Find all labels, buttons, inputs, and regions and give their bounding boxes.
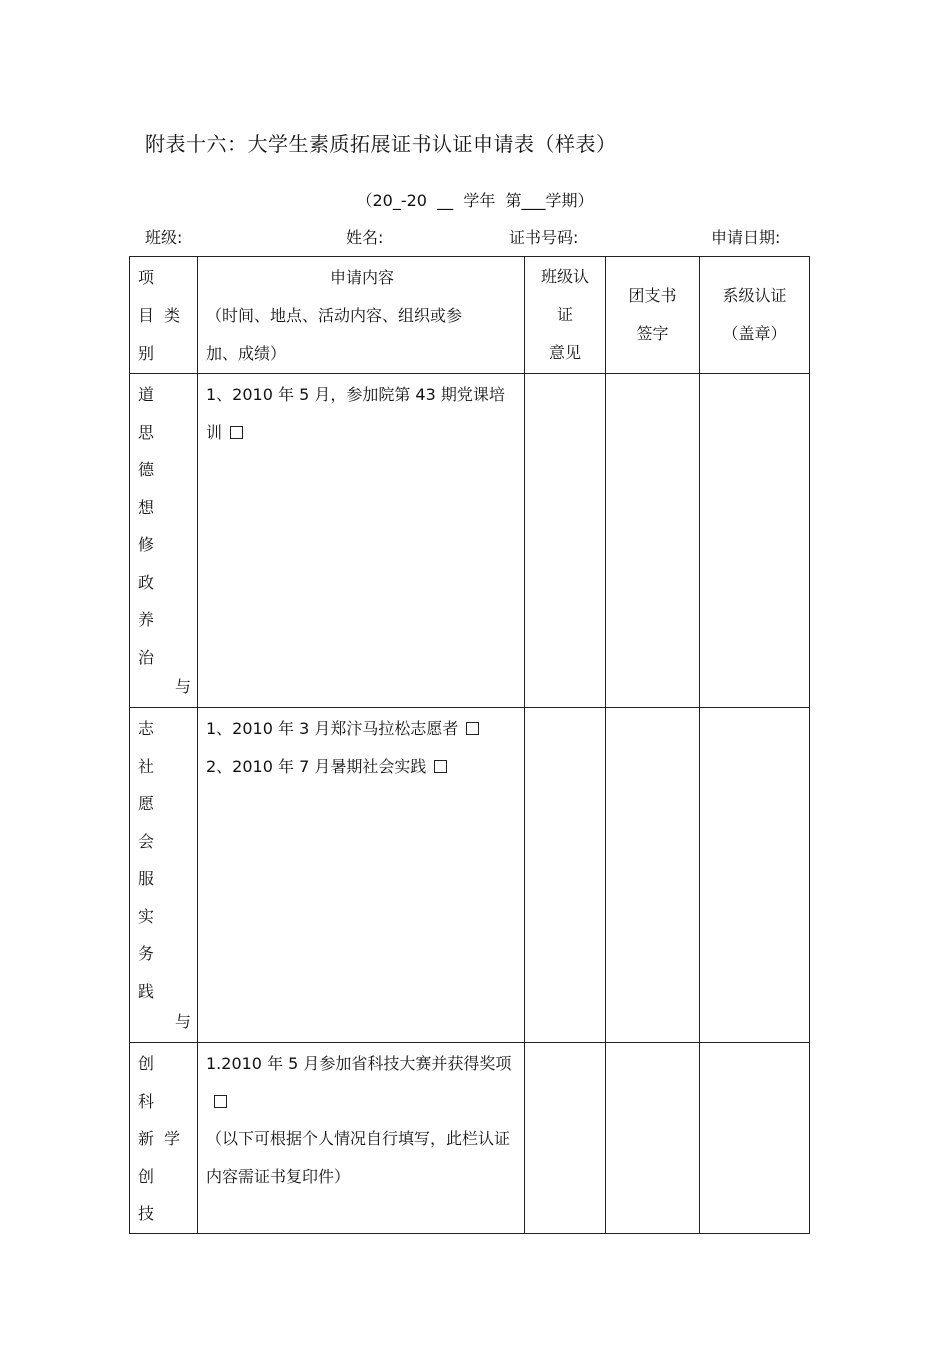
checkbox[interactable] <box>434 760 447 773</box>
content-item-text: （以下可根据个人情况自行填写，此栏认证内容需证书复印件） <box>206 1129 511 1186</box>
content-item-text: 1、2010 年 3 月郑汴马拉松志愿者 <box>206 719 459 738</box>
table-row <box>130 708 810 1043</box>
table-row <box>130 374 810 708</box>
content-item <box>206 710 516 748</box>
category-char: 思 <box>138 422 155 442</box>
header-category-line: 目 类 <box>138 306 181 325</box>
dept-cert-cell[interactable] <box>700 1043 810 1234</box>
header-dept-cert-line: （盖章） <box>722 324 787 343</box>
header-content-line: 加、成绩） <box>206 344 287 363</box>
category-cell <box>130 1043 198 1234</box>
header-dept-cert-line: 系级认证 <box>722 286 787 305</box>
category-char: 践 <box>138 981 155 1001</box>
category-char: 服 <box>138 869 155 888</box>
header-class-opinion-line: 班级认 <box>540 267 589 286</box>
class-label: 班级: <box>145 228 183 247</box>
category-lines <box>130 708 197 1010</box>
category-char: 会 <box>138 831 155 851</box>
header-content <box>198 257 525 374</box>
header-dept-cert <box>700 257 810 374</box>
header-class-opinion-line: 证 <box>556 305 573 324</box>
category-char: 德 <box>138 460 155 479</box>
content-item-text: 1、2010 年 5 月，参加院第 43 期党课培训 <box>206 385 505 442</box>
header-content-title: 申请内容 <box>329 268 394 287</box>
league-sign-cell[interactable] <box>606 708 700 1043</box>
category-char: 养 <box>138 610 155 629</box>
category-cell <box>130 708 198 1043</box>
category-char: 道 <box>138 385 155 404</box>
content-item <box>206 1045 516 1120</box>
class-opinion-cell[interactable] <box>525 708 606 1043</box>
category-char: 社 <box>138 756 155 776</box>
checkbox[interactable] <box>466 722 479 735</box>
league-sign-cell[interactable] <box>606 1043 700 1234</box>
content-cell <box>198 708 525 1043</box>
category-char: 治 <box>138 647 155 667</box>
header-class-opinion <box>525 257 606 374</box>
category-char: 实 <box>138 906 155 926</box>
class-opinion-cell[interactable] <box>525 374 606 708</box>
header-league-sign-line: 签字 <box>636 324 669 343</box>
category-char: 创 <box>138 1166 155 1186</box>
header-class-opinion-line: 意见 <box>548 343 581 362</box>
content-item <box>206 1120 516 1195</box>
category-char: 技 <box>138 1204 155 1223</box>
category-char: 修 <box>138 535 155 554</box>
header-category-line: 项 <box>138 268 155 287</box>
header-category-line: 别 <box>138 344 155 363</box>
content-cell <box>198 374 525 708</box>
table-header-row <box>130 257 810 374</box>
category-char: 务 <box>138 944 155 963</box>
dept-cert-cell[interactable] <box>700 708 810 1043</box>
category-extra: 与 <box>174 676 191 696</box>
content-item <box>206 376 516 451</box>
category-char: 愿 <box>138 794 155 813</box>
content-item <box>206 748 516 786</box>
dept-cert-cell[interactable] <box>700 374 810 708</box>
category-char: 创 <box>138 1054 155 1073</box>
header-league-sign-line: 团支书 <box>628 286 677 305</box>
content-cell <box>198 1043 525 1234</box>
category-char: 志 <box>138 719 155 738</box>
header-league-sign <box>606 257 700 374</box>
application-table <box>129 256 810 1234</box>
category-char: 科 <box>138 1091 155 1111</box>
category-cell <box>130 374 198 708</box>
category-lines <box>130 1043 197 1233</box>
content-item-text: 1.2010 年 5 月参加省科技大赛并获得奖项 <box>206 1054 512 1073</box>
form-title: 附表十六：大学生素质拓展证书认证申请表（样表） <box>145 132 617 156</box>
category-extra: 与 <box>174 1011 191 1031</box>
category-char: 政 <box>138 572 155 592</box>
term-line: （20_-20 __ 学年 第___学期） <box>356 191 594 210</box>
apply-date-label: 申请日期: <box>711 228 781 247</box>
category-char: 新 学 <box>138 1129 181 1148</box>
header-content-line: （时间、地点、活动内容、组织或参 <box>206 306 463 325</box>
cert-number-label: 证书号码: <box>509 228 579 247</box>
checkbox[interactable] <box>214 1095 227 1108</box>
class-opinion-cell[interactable] <box>525 1043 606 1234</box>
name-label: 姓名: <box>346 228 384 247</box>
header-category <box>130 257 198 374</box>
content-item-text: 2、2010 年 7 月暑期社会实践 <box>206 756 427 776</box>
checkbox[interactable] <box>230 426 243 439</box>
league-sign-cell[interactable] <box>606 374 700 708</box>
table-row <box>130 1043 810 1234</box>
category-char: 想 <box>138 497 155 517</box>
category-lines <box>130 374 197 676</box>
